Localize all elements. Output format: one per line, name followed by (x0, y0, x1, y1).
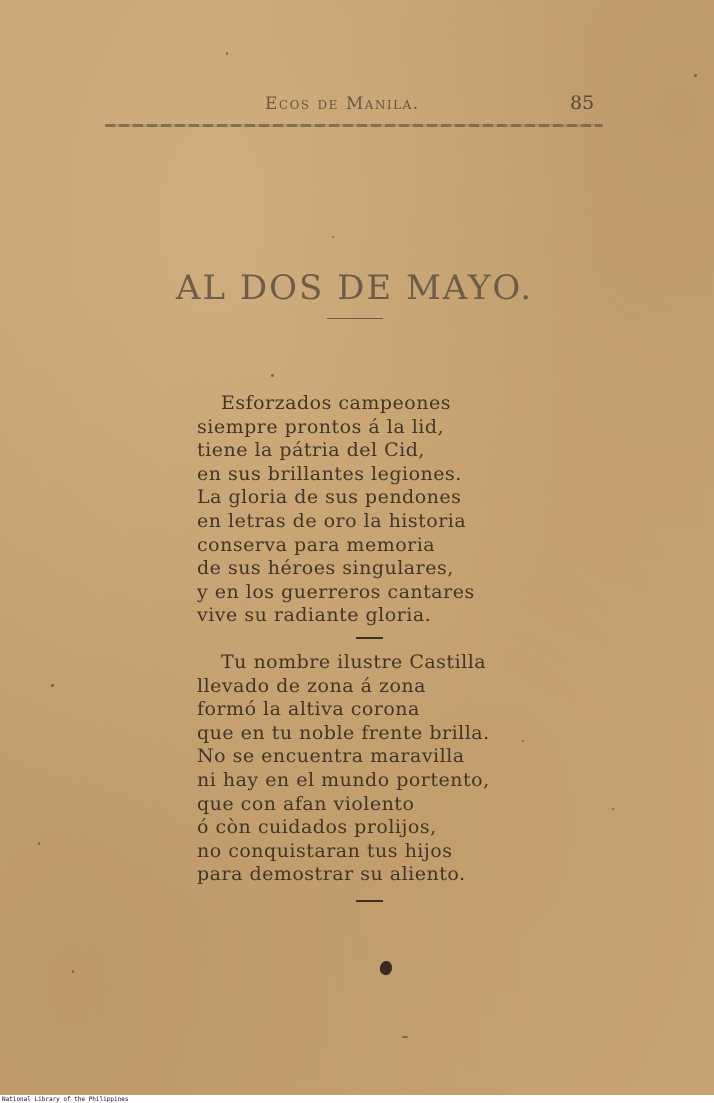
stanza-1 (197, 392, 475, 628)
verse-line: en sus brillantes legiones. (197, 462, 462, 485)
stanza-divider (356, 637, 383, 639)
paper-speck (51, 684, 54, 687)
verse-line: no conquistaran tus hijos (197, 839, 453, 862)
verse-line: conserva para memoria (197, 533, 436, 556)
verse-line: de sus héroes singulares, (197, 557, 454, 580)
end-divider (356, 900, 383, 902)
verse-line: tiene la pátria del Cid, (197, 439, 425, 462)
verse-line: Esforzados campeones (221, 392, 451, 414)
header-rule (105, 124, 603, 127)
verse-line: Tu nombre ilustre Castilla (221, 651, 487, 673)
verse-line: siempre prontos á la lid, (197, 415, 445, 438)
verse-line: que con afan violento (197, 792, 415, 815)
paper-speck (402, 1036, 408, 1038)
verse-line: La gloria de sus pendones (197, 486, 462, 509)
paper-speck (72, 970, 74, 973)
running-head: Ecos de Manila. (265, 94, 420, 114)
stanza-2 (197, 651, 490, 887)
verse-line: ni hay en el mundo portento, (197, 768, 490, 791)
verse-line: que en tu noble frente brilla. (197, 721, 490, 744)
paper-speck (332, 236, 334, 238)
verse-line: y en los guerreros cantares (197, 580, 475, 603)
library-credit: National Library of the Philippines (2, 1096, 129, 1103)
paper-speck (271, 374, 274, 377)
page-number: 85 (570, 92, 595, 114)
title-rule (327, 318, 383, 319)
verse-line: No se encuentra maravilla (197, 745, 465, 768)
verse-line: vive su radiante gloria. (197, 604, 432, 627)
verse-line: en letras de oro la historia (197, 509, 467, 532)
verse-line: llevado de zona á zona (197, 674, 426, 697)
poem-title-text: AL DOS DE MAYO. (175, 268, 534, 308)
paper-speck (694, 74, 697, 77)
ink-blot-ornament (379, 960, 394, 976)
poem-title (0, 268, 714, 308)
paper-speck (612, 808, 614, 810)
verse-line: formó la altiva corona (197, 698, 420, 721)
paper-speck (522, 740, 524, 742)
verse-line: para demostrar su aliento. (197, 863, 466, 886)
verse-line: ó còn cuidados prolijos, (197, 816, 437, 839)
paper-speck (38, 842, 40, 845)
paper-speck (226, 52, 228, 55)
